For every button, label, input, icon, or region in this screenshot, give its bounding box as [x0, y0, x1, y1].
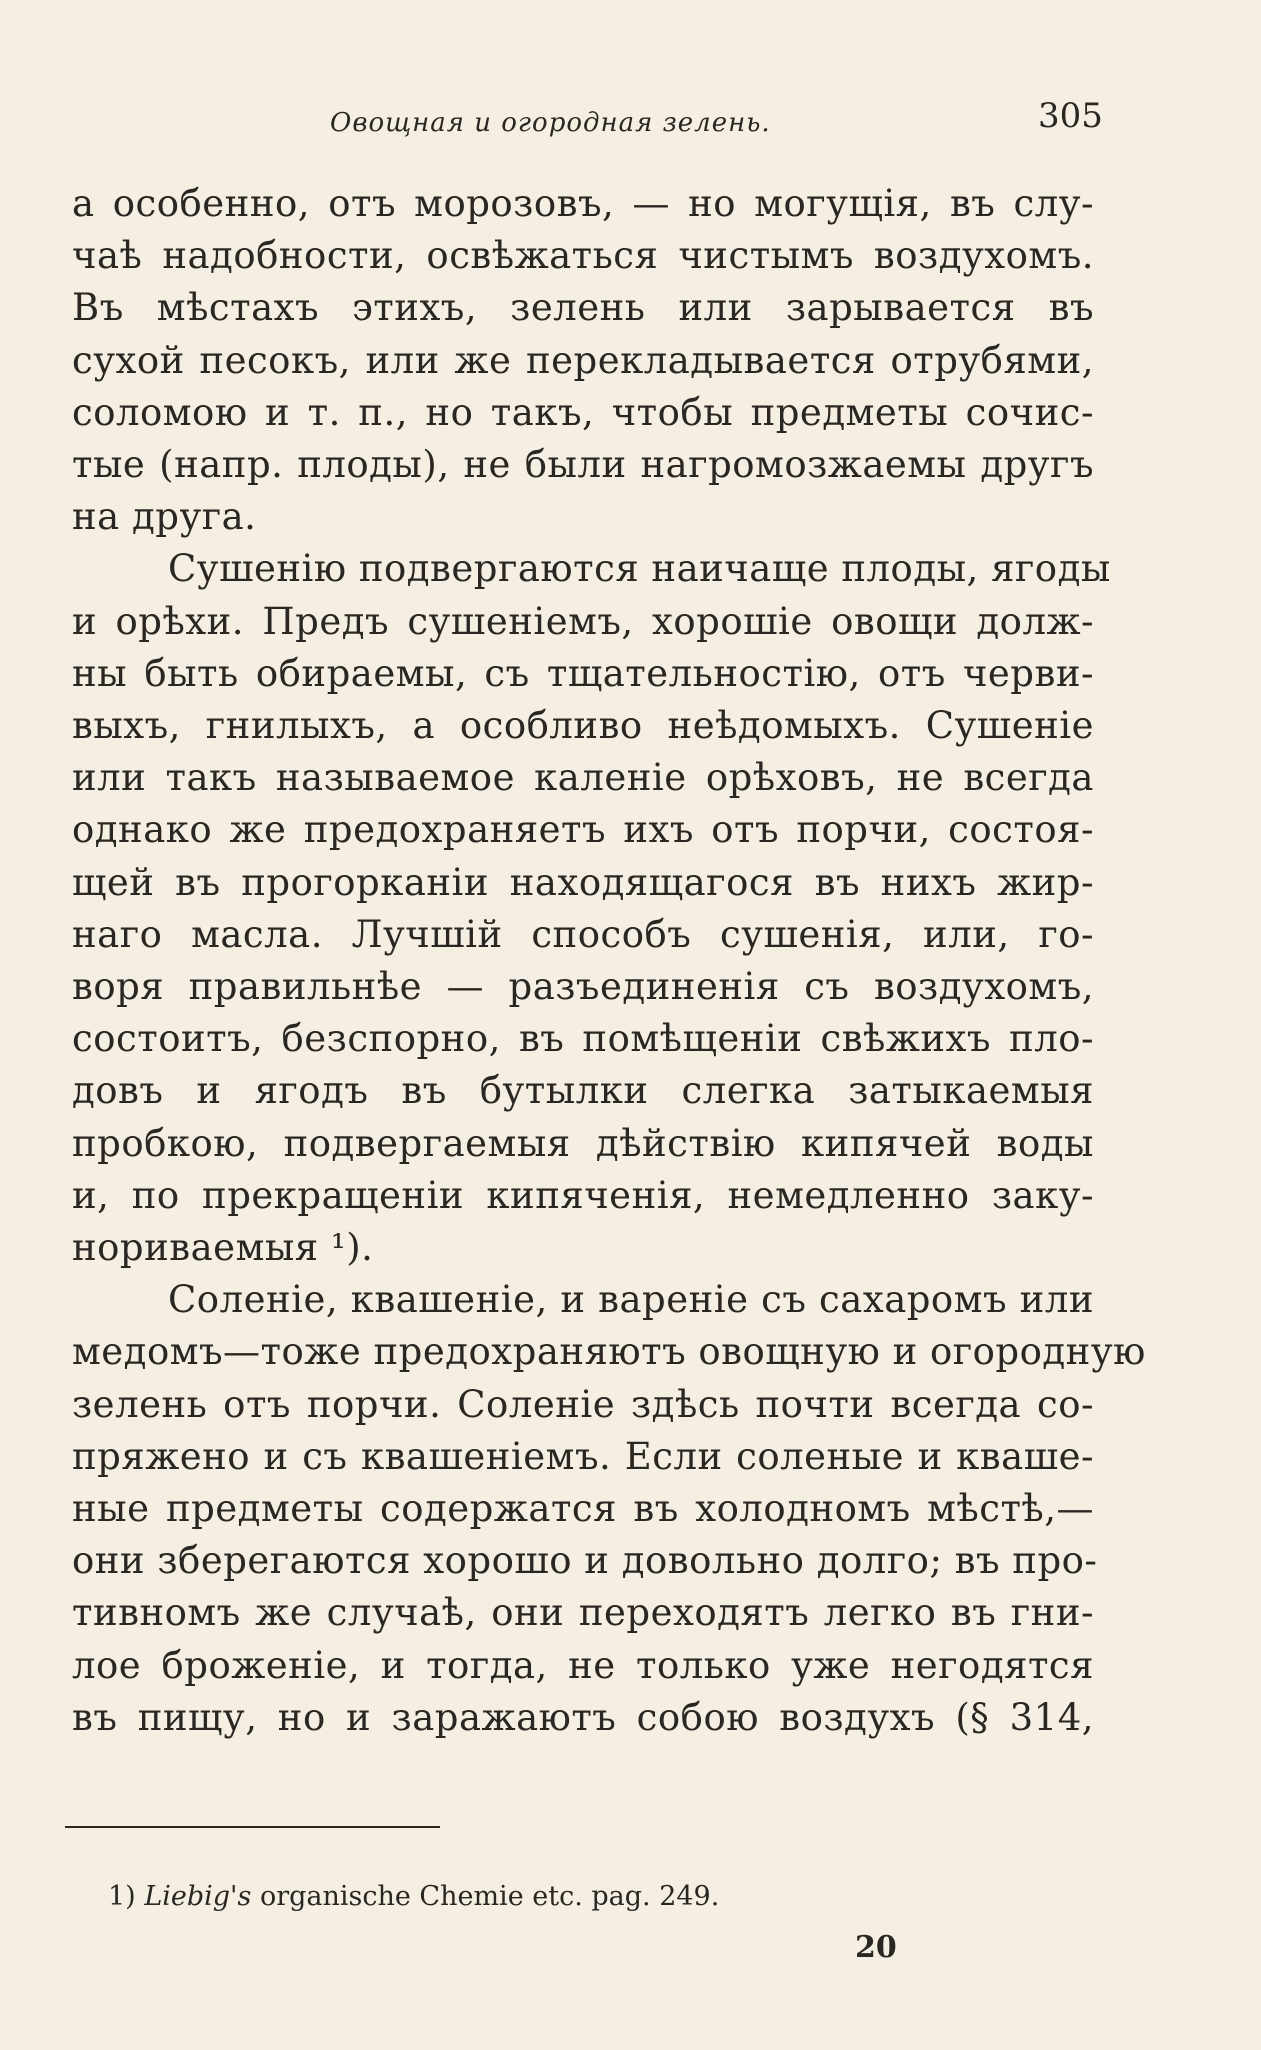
body-line: ны быть обираемы, съ тщательностію, отъ черви-	[72, 651, 1094, 695]
body-line: медомъ—тоже предохраняютъ овощную и огородную	[72, 1330, 1146, 1374]
body-line: Соленіе, квашеніе, и вареніе съ сахаромъ или	[168, 1278, 1094, 1322]
body-line: выхъ, гнилыхъ, а особливо неѣдомыхъ. Сушеніе	[72, 704, 1094, 747]
body-line: сухой песокъ, или же перекладывается отрубями,	[72, 338, 1094, 382]
footnote	[108, 1880, 719, 1914]
signature-mark: 20	[855, 1930, 897, 1965]
body-line: на друга.	[72, 495, 257, 539]
body-line: довъ и ягодъ въ бутылки слегка затыкаемыя	[72, 1069, 1094, 1113]
body-line: они зберегаются хорошо и довольно долго; въ про-	[72, 1539, 1098, 1583]
body-line: и, по прекращеніи кипяченія, немедленно заку-	[72, 1173, 1094, 1217]
footnote-text: organische Chemie etc. pag. 249.	[259, 1881, 720, 1912]
body-line: ные предметы содержатся въ холодномъ мѣстѣ,—	[72, 1487, 1094, 1530]
body-line: или такъ называемое каленіе орѣховъ, не всегда	[72, 756, 1094, 800]
page-number: 305	[1038, 96, 1103, 136]
body-line: состоитъ, безспорно, въ помѣщеніи свѣжихъ пло-	[72, 1017, 1094, 1061]
body-line: наго масла. Лучшій способъ сушенія, или, го-	[72, 912, 1094, 956]
body-line: пробкою, подвергаемыя дѣйствію кипячей воды	[72, 1121, 1094, 1165]
body-line: а особенно, отъ морозовъ, — но могущія, въ слу-	[72, 182, 1094, 225]
footnote-marker: 1)	[108, 1881, 136, 1912]
body-line: пряжено и съ квашеніемъ. Если соленые и кваше-	[72, 1434, 1094, 1478]
body-line: зелень отъ порчи. Соленіе здѣсь почти всегда со-	[72, 1382, 1094, 1426]
body-line: щей въ прогорканіи находящагося въ нихъ жир-	[72, 860, 1094, 904]
body-line: Въ мѣстахъ этихъ, зелень или зарывается въ	[72, 286, 1094, 330]
footnote-separator	[65, 1826, 440, 1828]
body-line: соломою и т. п., но такъ, чтобы предметы сочис-	[72, 390, 1094, 434]
body-line: и орѣхи. Предъ сушеніемъ, хорошіе овощи долж-	[72, 599, 1094, 643]
body-line: въ пищу, но и заражаютъ собою воздухъ (§ 314,	[72, 1695, 1094, 1739]
body-line: однако же предохраняетъ ихъ отъ порчи, состоя-	[72, 808, 1094, 852]
body-line: чаѣ надобности, освѣжаться чистымъ воздухомъ.	[72, 234, 1094, 278]
body-line: Сушенію подвергаются наичаще плоды, ягоды	[168, 547, 1111, 591]
body-line: лое броженіе, и тогда, не только уже негодятся	[72, 1643, 1094, 1687]
running-title: Овощная и огородная зелень.	[330, 108, 771, 138]
body-line: тые (напр. плоды), не были нагромозжаемы другъ	[72, 443, 1094, 486]
body-line: тивномъ же случаѣ, они переходятъ легко въ гни-	[72, 1591, 1094, 1635]
body-line: воря правильнѣе — разъединенія съ воздухомъ,	[72, 965, 1094, 1008]
footnote-author: Liebig's	[144, 1881, 252, 1912]
body-line: нориваемыя ¹).	[72, 1226, 374, 1269]
